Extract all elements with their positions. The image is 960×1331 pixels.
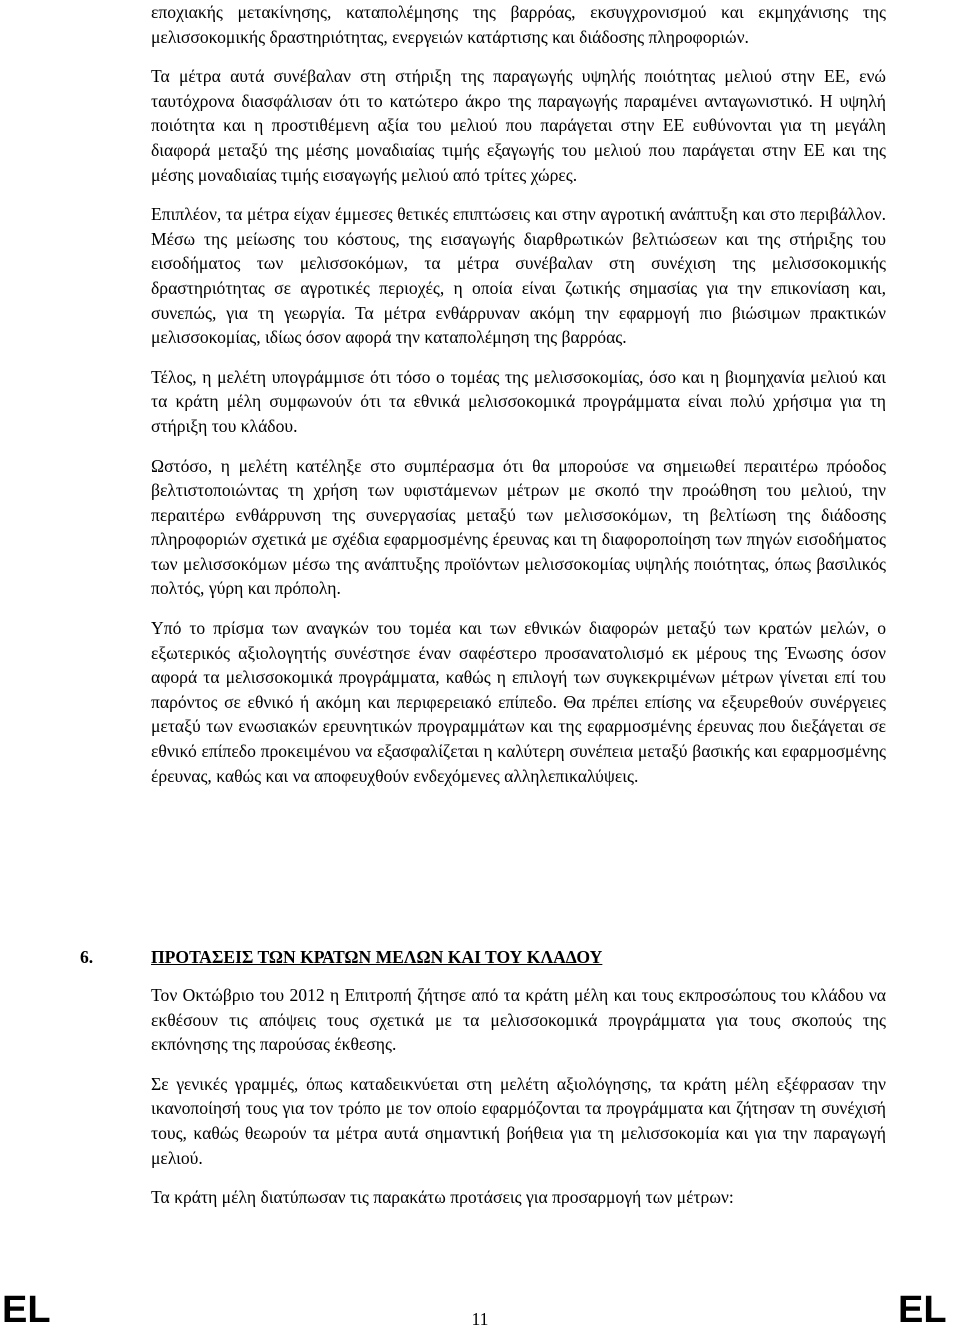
section-heading xyxy=(80,944,602,970)
section-number: 6. xyxy=(80,947,94,967)
paragraph-5: Ωστόσο, η μελέτη κατέληξε στο συμπέρασμα ότι θα μπορούσε να σημειωθεί περαιτέρω πρόοδος βελτιστοποιώντας τη χρήση των υφιστάμενων μέτρων με σκοπό την προώθηση του μελιού, την περαιτέρω ενθάρρυνση της συνεργασίας μεταξύ των μελισσοκόμων, τη βελτίωση της διάδοσης πληροφοριών σχετικά με σχέδια εφαρμοσμένης έρευνας και τη διαφοροποίηση των πηγών εισοδήματος των μελισσοκόμων μέσω της ανάπτυξης προϊόντων μελισσοκομίας υψηλής ποιότητας, όπως βασιλικός πολτός, γύρη και πρόπολη. xyxy=(151,455,886,599)
page-number: 11 xyxy=(471,1309,489,1329)
footer-language-left: EL xyxy=(2,1289,51,1331)
section-title: ΠΡΟΤΑΣΕΙΣ ΤΩΝ ΚΡΑΤΩΝ ΜΕΛΩΝ ΚΑΙ ΤΟΥ ΚΛΑΔΟΥ xyxy=(151,947,603,967)
paragraph-4: Τέλος, η μελέτη υπογράμμισε ότι τόσο ο τομέας της μελισσοκομίας, όσο και η βιομηχανία μελιού και τα κράτη μέλη συμφωνούν ότι τα εθνικά μελισσοκομικά προγράμματα είναι πολύ χρήσιμα για τη στήριξη του κλάδου. xyxy=(151,366,886,436)
document-body xyxy=(151,0,886,802)
footer-language-right: EL xyxy=(898,1289,947,1331)
paragraph-6: Υπό το πρίσμα των αναγκών του τομέα και των εθνικών διαφορών μεταξύ των κρατών μελών, ο εξωτερικός αξιολογητής συνέστησε έναν σαφέστερο προσανατολισμό εκ μέρους της Ένωσης όσον αφορά τα μελισσοκομικά προγράμματα, καθώς η επιλογή των συγκεκριμένων μέτρων γίνεται επί του παρόντος σε εθνικό ή ακόμη και περιφερειακό επίπεδο. Θα πρέπει επίσης να εξευρεθούν συνέργειες μεταξύ των ενωσιακών ερευνητικών προγραμμάτων και της εφαρμοσμένης έρευνας που διεξάγεται σε εθνικό επίπεδο προκειμένου να εξασφαλίζεται η καλύτερη συνέπεια μεταξύ βασικής και εφαρμοσμένης έρευνας, καθώς και να αποφευχθούν ενδεχόμενες αλληλεπικαλύψεις. xyxy=(151,618,886,786)
section-paragraph-3: Τα κράτη μέλη διατύπωσαν τις παρακάτω προτάσεις για προσαρμογή των μέτρων: xyxy=(151,1187,734,1208)
section-paragraph-1: Τον Οκτώβριο του 2012 η Επιτροπή ζήτησε από τα κράτη μέλη και τους εκπροσώπους του κλάδου να εκθέσουν τις απόψεις τους σχετικά με τα μελισσοκομικά προγράμματα για τους σκοπούς της εκπόνησης της παρούσας έκθεσης. xyxy=(151,985,886,1055)
paragraph-2: Τα μέτρα αυτά συνέβαλαν στη στήριξη της παραγωγής υψηλής ποιότητας μελιού στην ΕΕ, ενώ ταυτόχρονα διασφάλισαν ότι το κατώτερο άκρο της παραγωγής παραμένει ανταγωνιστικό. Η υψηλή ποιότητα και η προστιθέμενη αξία του μελιού που παράγεται στην ΕΕ ευθύνονται για τη μεγάλη διαφορά μεταξύ της μέσης μοναδιαίας τιμής εξαγωγής του μελιού που παράγεται στην ΕΕ και της μέσης μοναδιαίας τιμής εισαγωγής μελιού από τρίτες χώρες. xyxy=(151,66,886,185)
paragraph-1: εποχιακής μετακίνησης, καταπολέμησης της βαρρόας, εκσυγχρονισμού και εκμηχάνισης της μελισσοκομικής δραστηριότητας, ενεργειών κατάρτισης και διάδοσης πληροφοριών. xyxy=(151,2,886,47)
paragraph-3: Επιπλέον, τα μέτρα είχαν έμμεσες θετικές επιπτώσεις και στην αγροτική ανάπτυξη και στο περιβάλλον. Μέσω της μείωσης του κόστους, της εισαγωγής διαρθρωτικών βελτιώσεων και της στήριξης του εισοδήματος των μελισσοκόμων, τα μέτρα συνέβαλαν στη συνέχιση της μελισσοκομικής δραστηριότητας σε αγροτικές περιοχές, η οποία είναι ζωτικής σημασίας για την επικονίαση και, συνεπώς, για τη γεωργία. Τα μέτρα ενθάρρυναν ακόμη την εφαρμογή πιο βιώσιμων πρακτικών μελισσοκομίας, ιδίως όσον αφορά την καταπολέμηση της βαρρόας. xyxy=(151,204,886,348)
section-body xyxy=(151,983,886,1224)
section-paragraph-2: Σε γενικές γραμμές, όπως καταδεικνύεται στη μελέτη αξιολόγησης, τα κράτη μέλη εξέφρασαν την ικανοποίησή τους για τον τρόπο με τον οποίο εφαρμόζονται τα προγράμματα και ζήτησαν τη συνέχισή τους, καθώς θεωρούν τα μέτρα αυτά σημαντική βοήθεια για τη μελισσοκομία και για την παραγωγή μελιού. xyxy=(151,1073,886,1168)
